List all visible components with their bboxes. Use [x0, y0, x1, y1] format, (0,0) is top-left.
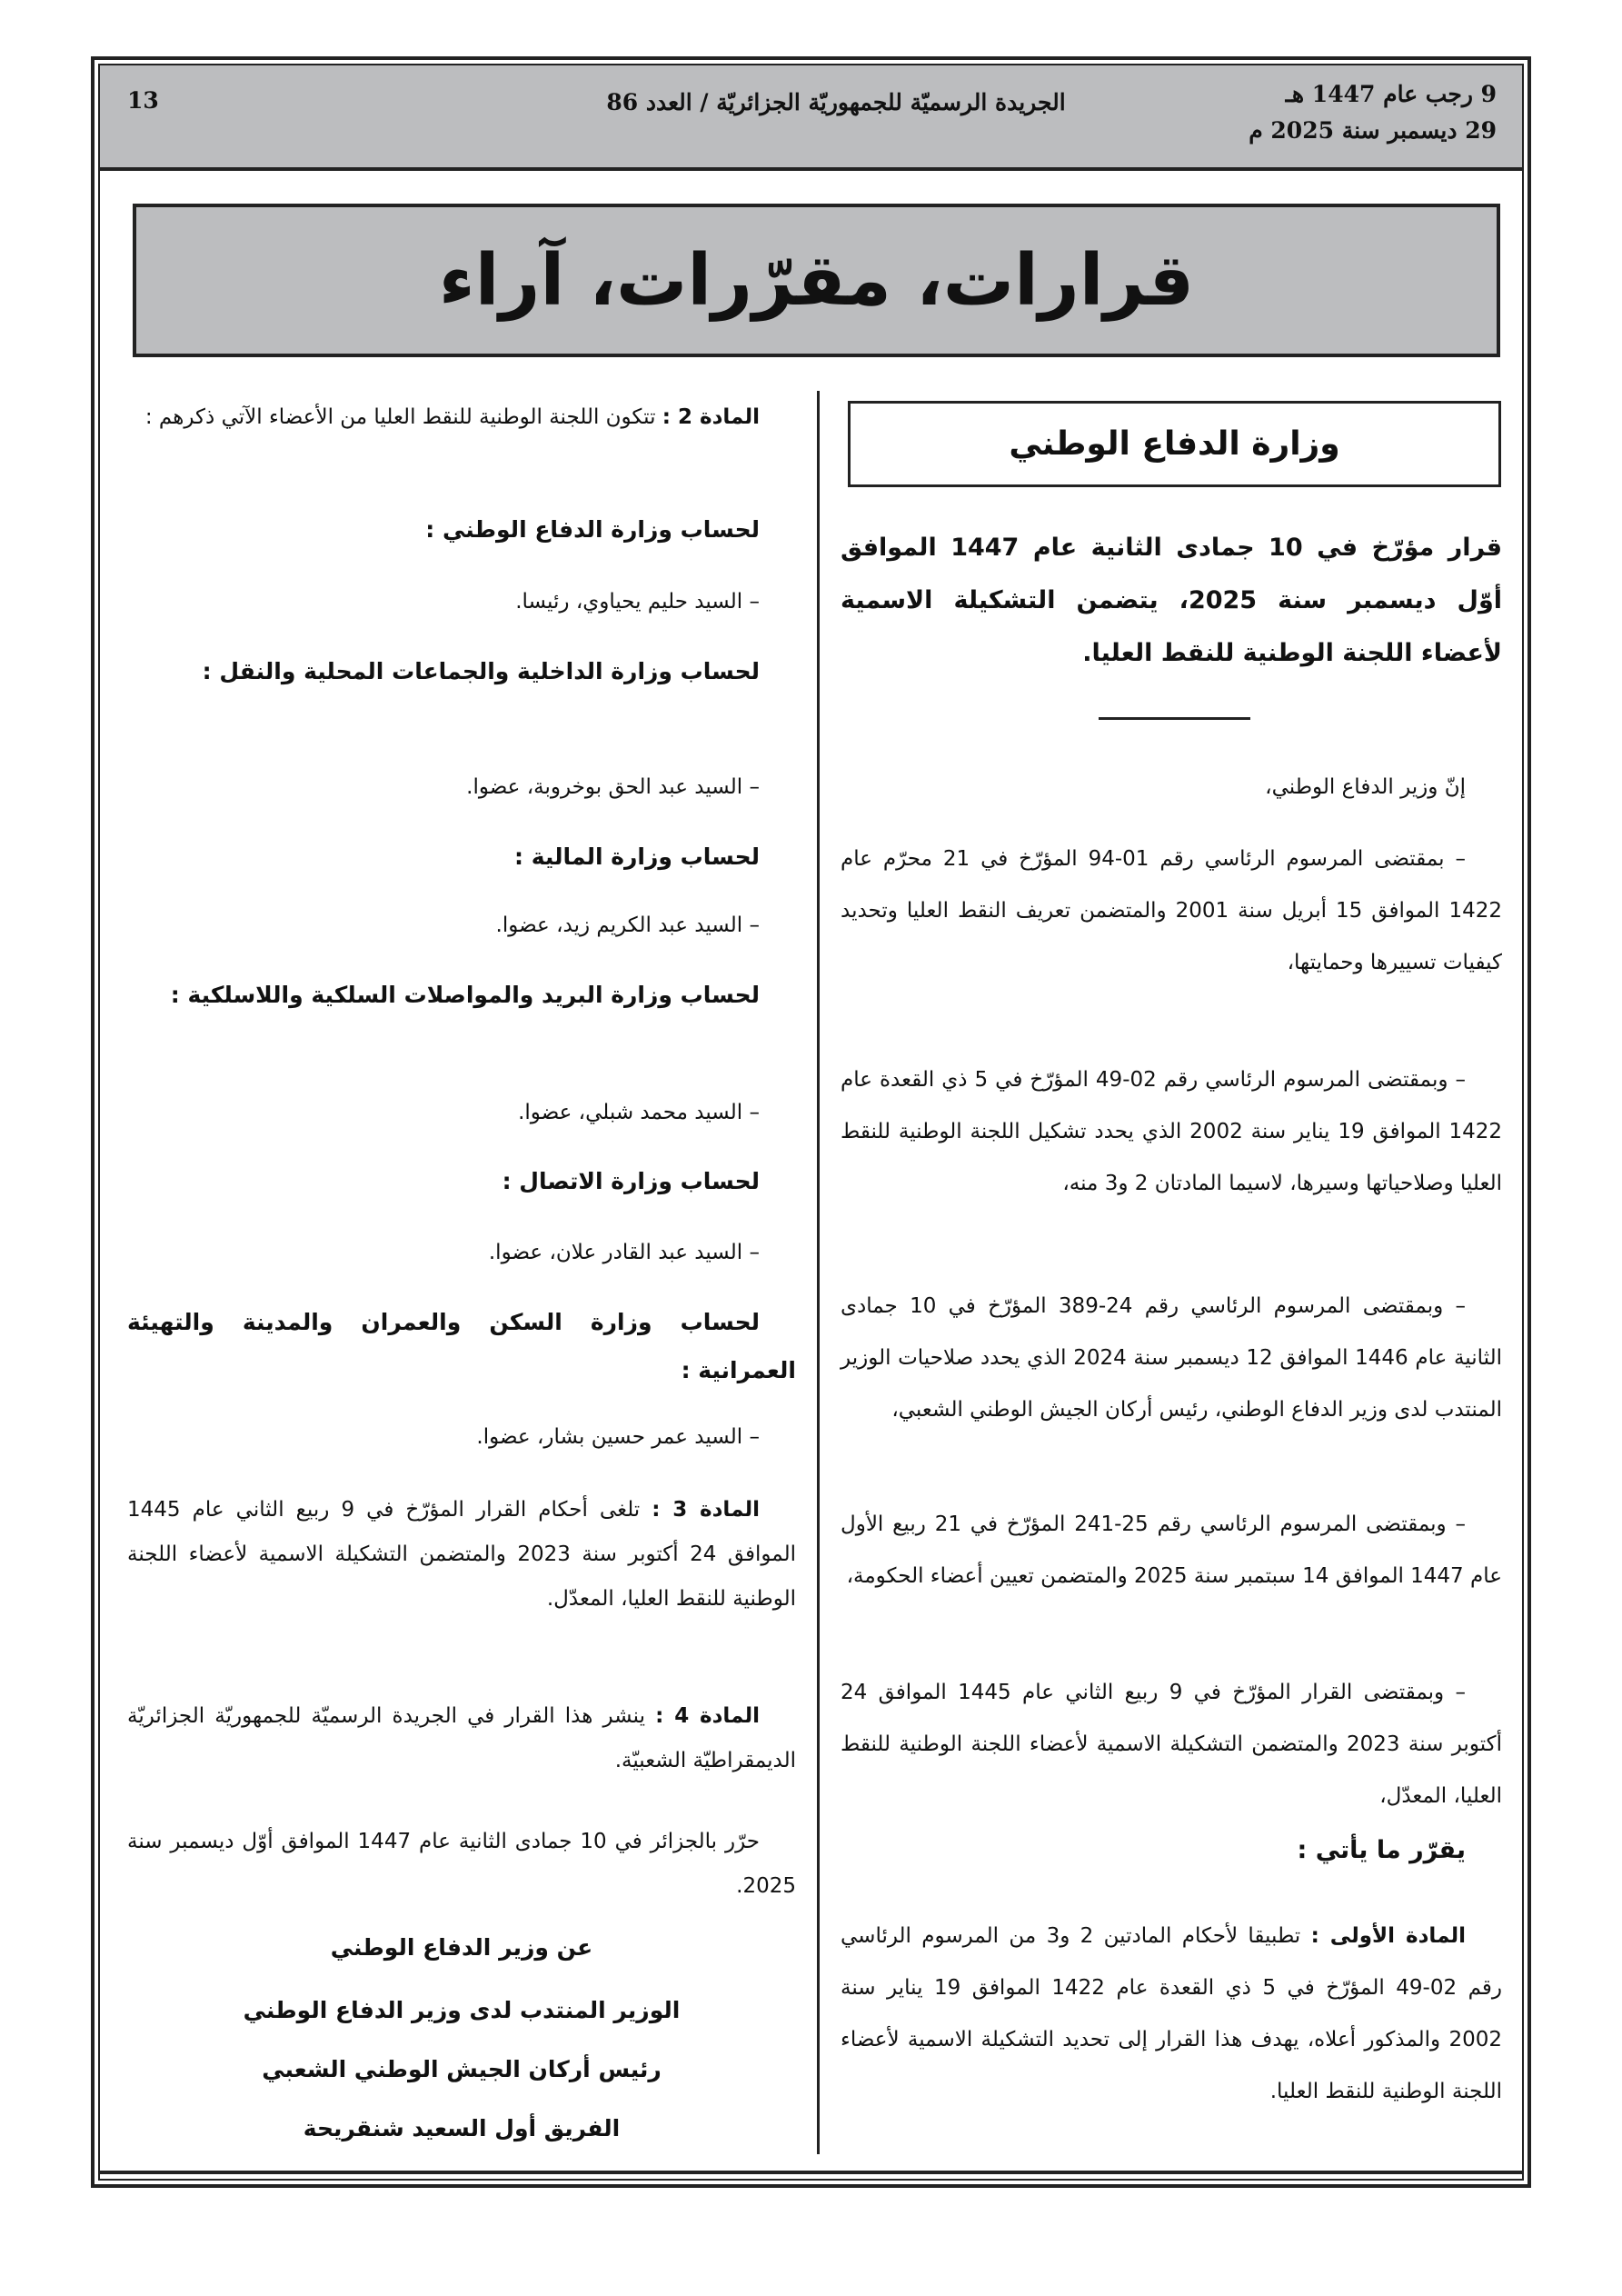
- preamble-opening: إنّ وزير الدفاع الوطني،: [1265, 775, 1466, 799]
- article-4: [127, 1694, 796, 1783]
- article-4-label: المادة 4 :: [655, 1704, 760, 1728]
- section-title: قرارات، مقرّرات، آراء: [438, 239, 1195, 322]
- decision-title-block: [841, 522, 1502, 680]
- article-1-text: تطبيقا لأحكام المادتين 2 و3 من المرسوم الرئاسي رقم 02-49 المؤرّخ في 5 ذي القعدة عام 1422 الموافق 19 يناير سنة 2002 والمذكور أعلاه، يهدف هذا القرار إلى تحديد التشكيلة الاسمية لأعضاء اللجنة الوطنية للنقط العليا.: [841, 1924, 1503, 2103]
- header-dates: [1249, 76, 1497, 149]
- article-2-text: تتكون اللجنة الوطنية للنقط العليا من الأعضاء الآتي ذكرهم :: [144, 405, 656, 429]
- decides-heading: يقرّر ما يأتي :: [1297, 1836, 1466, 1864]
- member-2: – السيد عبد الحق بوخروبة، عضوا.: [466, 775, 760, 799]
- page-number: 13: [127, 87, 159, 114]
- member-heading-2: لحساب وزارة الداخلية والجماعات المحلية والنقل :: [202, 658, 760, 684]
- signature-name: الفريق أول السعيد شنقريحة: [303, 2115, 621, 2141]
- member-1: – السيد حليم يحياوي، رئيسا.: [515, 590, 760, 614]
- signature-line-1: عن وزير الدفاع الوطني: [330, 1934, 593, 1961]
- short-rule: [1099, 717, 1250, 720]
- gazette-title: الجريدة الرسميّة للجمهوريّة الجزائريّة / العدد 86: [606, 89, 1066, 115]
- column-divider: [817, 391, 820, 2154]
- visa-5: – وبمقتضى القرار المؤرّخ في 9 ربيع الثاني عام 1445 الموافق 24 أكتوبر سنة 2023 والمتضمن التشكيلة الاسمية لأعضاء اللجنة الوطنية للنقط العليا، المعدّل،: [841, 1681, 1502, 1808]
- member-heading-4: لحساب وزارة البريد والمواصلات السلكية واللاسلكية :: [170, 982, 760, 1008]
- member-heading-3: لحساب وزارة المالية :: [514, 844, 760, 870]
- section-title-box: [133, 204, 1500, 357]
- member-heading-6: لحساب وزارة السكن والعمران والمدينة والتهيئة العمرانية :: [127, 1309, 796, 1383]
- article-2-label: المادة 2 :: [662, 405, 760, 429]
- article-2: [127, 395, 796, 440]
- visa-1: – بمقتضى المرسوم الرئاسي رقم 01-94 المؤرّخ في 21 محرّم عام 1422 الموافق 15 أبريل سنة 2001 والمتضمن تعريف النقط العليا وتحديد كيفيات تسييرها وحمايتها،: [841, 847, 1502, 974]
- article-3-label: المادة 3 :: [652, 1498, 761, 1522]
- member-3: – السيد عبد الكريم زيد، عضوا.: [495, 913, 760, 937]
- preamble-opening-block: [841, 762, 1502, 814]
- visa-3: – وبمقتضى المرسوم الرئاسي رقم 24-389 المؤرّخ في 10 جمادى الثانية عام 1446 الموافق 12 ديسمبر سنة 2024 الذي يحدد صلاحيات الوزير المنتدب لدى وزير الدفاع الوطني، رئيس أركان الجيش الوطني الشعبي،: [841, 1294, 1502, 1422]
- member-4: – السيد محمد شبلي، عضوا.: [518, 1101, 760, 1124]
- visa-4: – وبمقتضى المرسوم الرئاسي رقم 25-241 المؤرّخ في 21 ربيع الأول عام 1447 الموافق 14 سبتمبر سنة 2025 والمتضمن تعيين أعضاء الحكومة،: [841, 1512, 1502, 1588]
- signature-line-2: الوزير المنتدب لدى وزير الدفاع الوطني: [243, 1997, 681, 2023]
- member-5: – السيد عبد القادر علان، عضوا.: [488, 1241, 760, 1264]
- gazette-header: [100, 65, 1522, 171]
- member-heading-1: لحساب وزارة الدفاع الوطني :: [425, 516, 760, 543]
- closing-statement: حرّر بالجزائر في 10 جمادى الثانية عام 1447 الموافق أوّل ديسمبر سنة 2025.: [127, 1830, 796, 1898]
- bottom-rule: [98, 2171, 1524, 2174]
- gregorian-date: 29 ديسمبر سنة 2025 م: [1249, 117, 1497, 144]
- article-3: [127, 1488, 796, 1622]
- member-6: – السيد عمر حسين بشار، عضوا.: [476, 1425, 760, 1449]
- member-heading-5: لحساب وزارة الاتصال :: [502, 1168, 760, 1194]
- ministry-name: وزارة الدفاع الوطني: [1009, 425, 1340, 463]
- article-4-text: ينشر هذا القرار في الجريدة الرسميّة للجمهوريّة الجزائريّة الديمقراطيّة الشعبيّة.: [127, 1704, 796, 1772]
- article-1: [841, 1911, 1502, 2118]
- visa-2: – وبمقتضى المرسوم الرئاسي رقم 02-49 المؤرّخ في 5 ذي القعدة عام 1422 الموافق 19 يناير سنة 2002 الذي يحدد تشكيل اللجنة الوطنية للنقط العليا وصلاحياتها وسيرها، لاسيما المادتان 2 و3 منه،: [841, 1068, 1503, 1195]
- decision-title: قرار مؤرّخ في 10 جمادى الثانية عام 1447 الموافق أوّل ديسمبر سنة 2025، يتضمن التشكيلة الاسمية لأعضاء اللجنة الوطنية للنقط العليا.: [841, 534, 1502, 667]
- ministry-box: [848, 401, 1501, 487]
- hijri-date: 9 رجب عام 1447 هـ: [1285, 81, 1497, 107]
- article-3-text: تلغى أحكام القرار المؤرّخ في 9 ربيع الثاني عام 1445 الموافق 24 أكتوبر سنة 2023 والمتضمن التشكيلة الاسمية لأعضاء اللجنة الوطنية للنقط العليا، المعدّل.: [127, 1498, 796, 1611]
- article-1-label: المادة الأولى :: [1310, 1924, 1467, 1948]
- signature-line-3: رئيس أركان الجيش الوطني الشعبي: [262, 2056, 662, 2082]
